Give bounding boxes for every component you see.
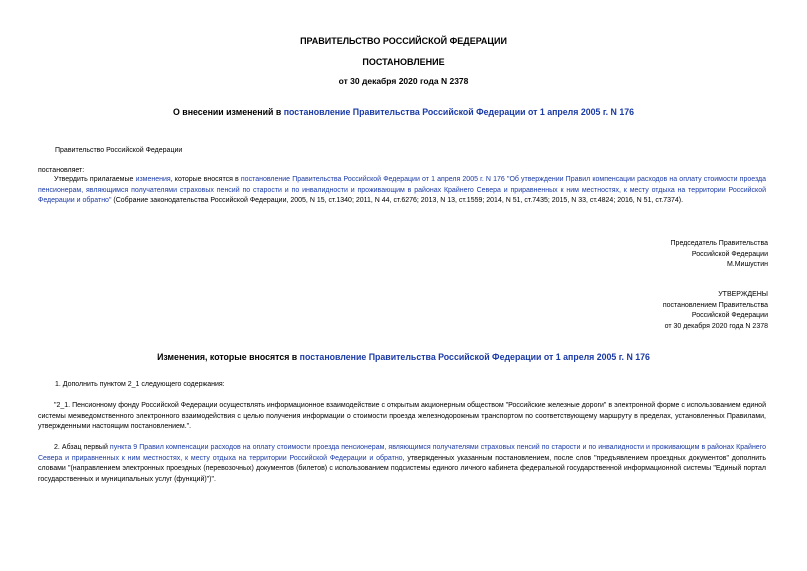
item-2-text-a: 2. Абзац первый xyxy=(54,444,110,451)
decrees-text: постановляет: xyxy=(38,167,85,174)
preamble-paragraph xyxy=(38,175,766,207)
document-date-number: от 30 декабря 2020 года N 2378 xyxy=(338,76,469,86)
title-decree-link[interactable]: постановление Правительства Российской Федерации от 1 апреля 2005 г. N 176 xyxy=(283,107,634,117)
approval-line-3: Российской Федерации xyxy=(691,312,768,319)
signature-name: М.Мишустин xyxy=(726,261,768,268)
approval-line-4: от 30 декабря 2020 года N 2378 xyxy=(664,322,768,330)
document-title-prefix: О внесении изменений в xyxy=(173,107,284,117)
document-type: ПОСТАНОВЛЕНИЕ xyxy=(362,57,445,67)
changes-title xyxy=(0,352,807,362)
decree-176-link[interactable]: постановление Правительства Российской Федерации от 1 апреля 2005 г. N 176 "Об утверждении Правил компенсации расходов на оплату стоимости проезда пенсионерам, являющимся получателями страховых пенсий по старости и по инвалидности и проживающим в районах Крайнего Севера и приравненных к ним местностях, к месту отдыха на территории Российской Федерации и обратно" xyxy=(38,176,766,204)
rules-point-9-link[interactable]: пункта 9 Правил компенсации расходов на оплату стоимости проезда пенсионерам, являющимся получателями страховых пенсий по старости и по инвалидности и проживающим в районах Крайнего Севера и приравненных к ним местностях, к месту отдыха на территории Российской Федерации и обратно xyxy=(38,444,766,462)
signature-position: Председатель Правительства xyxy=(670,240,768,247)
preamble-text-c: (Собрание законодательства Российской Федерации, 2005, N 15, ст.1340; 2011, N 44, ст.6276; 2013, N 13, ст.1559; 2014, N 51, ст.7435; 2015, N 33, ст.4824; 2016, N 51, ст.7374). xyxy=(111,197,684,204)
changes-title-decree-link[interactable]: постановление Правительства Российской Федерации от 1 апреля 2005 г. N 176 xyxy=(299,352,650,362)
approval-heading: УТВЕРЖДЕНЫ xyxy=(718,291,768,298)
changes-link[interactable]: изменения xyxy=(135,176,171,183)
item-1-quote: "2_1. Пенсионному фонду Российской Федерации осуществлять информационное взаимодействие с открытым акционерным обществом "Российские железные дороги" в электронной форме с использованием единой системы межведомственного электронного взаимодействия с целью получения информации о стоимости проезда железнодорожным транспортом по соответствующему маршруту в пределах, установленных Правилами, утвержденными настоящим постановлением.". xyxy=(38,402,766,430)
item-2-paragraph xyxy=(38,443,766,485)
document-title xyxy=(0,107,807,117)
signature-block xyxy=(500,239,768,271)
changes-title-prefix: Изменения, которые вносятся в xyxy=(157,352,300,362)
approval-block xyxy=(500,290,768,332)
signature-organization: Российской Федерации xyxy=(691,250,768,258)
document-authority: ПРАВИТЕЛЬСТВО РОССИЙСКОЙ ФЕДЕРАЦИИ xyxy=(300,36,507,46)
item-1-intro: 1. Дополнить пунктом 2_1 следующего содержания: xyxy=(55,381,225,388)
item-2-text-b: , утвержденных указанным постановлением, после слов "предъявлением проездных документов" дополнить словами "(направлением электронных проездных (перевозочных) документов (билетов) с использованием подсистемы единого личного кабинета федеральной государственной информационной системы "Единый портал государственных и муниципальных услуг (функций)")". xyxy=(38,454,766,483)
preamble-text-a: Утвердить прилагаемые xyxy=(54,176,136,183)
preamble-text-b: , которые вносятся в xyxy=(170,176,241,183)
issuer-text: Правительство Российской Федерации xyxy=(55,147,183,154)
approval-line-2: постановлением Правительства xyxy=(662,301,768,309)
